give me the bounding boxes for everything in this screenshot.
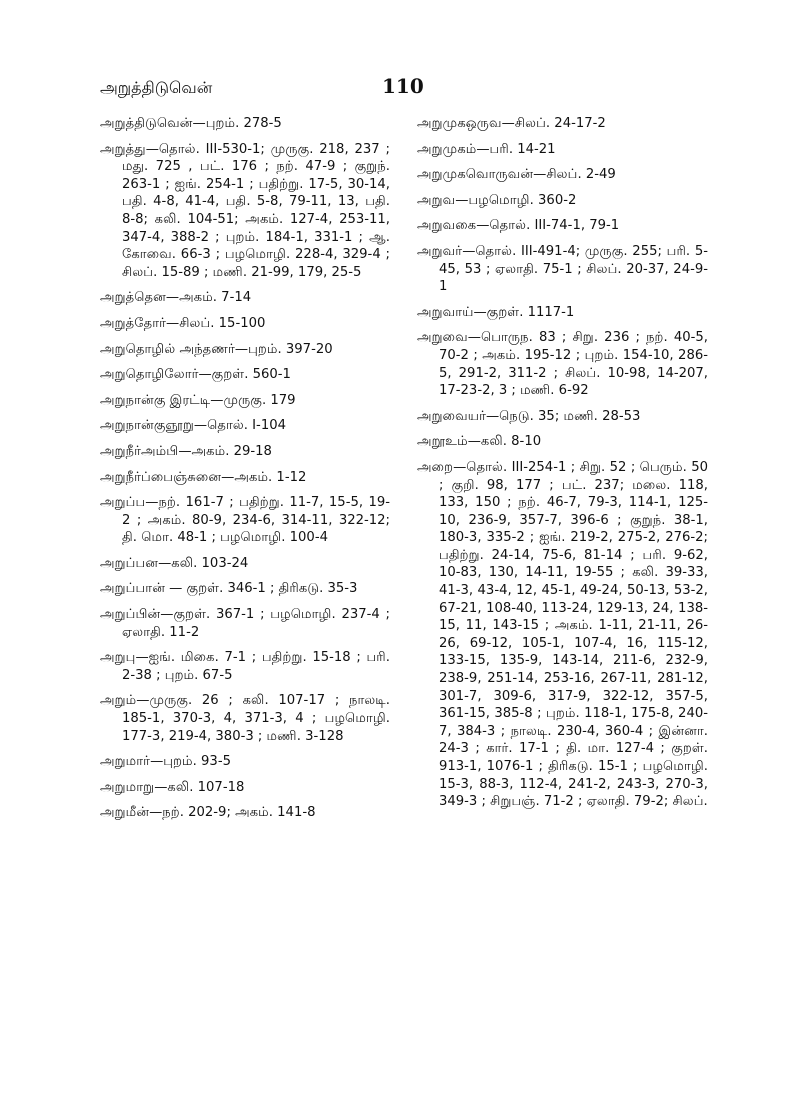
index-entry: அறை—தொல். III-254-1 ; சிறு. 52 ; பெரும். 50 ; குறி. 98, 177 ; பட். 237; மலை. 118, 133, 150 ; நற். 46-7, 79-3, 114-1, 125-10, 236-9, 357-7, 396-6 ; குறுந். 38-1, 180-3, 335-2 ; ஐங். 219-2, 275-2, 276-2; பதிற்று. 24-14, 75-6, 81-14 ; பரி. 9-62, 10-83, 130, 14-11, 19-55 ; கலி. 39-33, 41-3, 43-4, 12, 45-1, 49-24, 50-13, 53-2, 67-21, 108-40, 113-24, 129-13, 24, 138-15, 11, 143-15 ; அகம். 1-11, 21-11, 26-26, 69-12, 105-1, 107-4, 16, 115-12, 133-15, 135-9, 143-14, 211-6, 232-9, 238-9, 251-14, 253-16, 267-11, 281-12, 301-7, 309-6, 317-9, 322-12, 357-5, 361-15, 385-8 ; புறம். 118-1, 175-8, 240-7, 384-3 ; நாலடி. 230-4, 360-4 ; இன்னா. 24-3 ; கார். 17-1 ; தி. மா. 127-4 ; குறள். 913-1, 1076-1 ; திரிகடு. 15-1 ; பழமொழி. 15-3, 88-3, 112-4, 241-2, 243-3, 270-3, 349-3 ; சிறுபஞ். 71-2 ; ஏலாதி. 79-2; சிலப். (417, 459, 708, 810)
index-entry: அறுநீர்ப்பைஞ்சுனை—அகம். 1-12 (100, 469, 307, 485)
index-entry: அறுமார்—புறம். 93-5 (100, 754, 231, 770)
index-entry: அறுநான்குஞூறு—தொல். I-104 (100, 418, 286, 434)
left-column (100, 115, 390, 830)
index-entry: அறுவர்—தொல். III-491-4; முருகு. 255; பரி. 5-45, 53 ; ஏலாதி. 75-1 ; சிலப். 20-37, 24-9-1 (417, 243, 708, 295)
index-entry: அறுப்பான் — குறள். 346-1 ; திரிகடு. 35-3 (100, 581, 358, 597)
index-entry: அறுநான்கு இரட்டி—முருகு. 179 (100, 392, 296, 408)
index-entry: அறுவகை—தொல். III-74-1, 79-1 (417, 218, 620, 234)
index-entry: அறுவை—பொருந. 83 ; சிறு. 236 ; நற். 40-5, 70-2 ; அகம். 195-12 ; புறம். 154-10, 286-5, 291-2, 311-2 ; சிலப். 10-98, 14-207, 17-23-2, 3 ; மணி. 6-92 (417, 330, 708, 399)
index-entry: அறுத்தோர்—சிலப். 15-100 (100, 315, 266, 331)
index-entry: அறுபு—ஐங். மிகை. 7-1 ; பதிற்று. 15-18 ; பரி. 2-38 ; புறம். 67-5 (100, 650, 390, 683)
page-number: 110 (382, 74, 424, 98)
index-entry: அறுத்திடுவென்—புறம். 278-5 (100, 116, 282, 131)
index-entry: அறுவையர்—நெடு. 35; மணி. 28-53 (417, 408, 641, 424)
running-head: அறுத்திடுவென் (100, 78, 213, 97)
index-entry: அறுமுகவொருவன்—சிலப். 2-49 (417, 167, 616, 183)
index-entry: அறூஉம்—கலி. 8-10 (417, 434, 542, 450)
index-entry: அறுப்பன—கலி. 103-24 (100, 555, 249, 571)
index-entry: அறுமீன்—நற். 202-9; அகம். 141-8 (100, 805, 316, 821)
index-entry: அறுதொழில் அந்தணர்—புறம். 397-20 (100, 341, 333, 357)
index-entry: அறுமாறு—கலி. 107-18 (100, 779, 245, 795)
index-entry: அறுவ—பழமொழி. 360-2 (417, 192, 577, 208)
right-column (417, 115, 708, 819)
index-entry: அறுத்தென—அகம். 7-14 (100, 290, 252, 306)
index-entry: அறுமுகஒருவ—சிலப். 24-17-2 (417, 116, 606, 131)
index-entry: அறுமுகம்—பரி. 14-21 (417, 141, 556, 157)
index-entry: அறுவாய்—குறள். 1117-1 (417, 304, 575, 320)
index-entry: அறும்—முருகு. 26 ; கலி. 107-17 ; நாலடி. 185-1, 370-3, 4, 371-3, 4 ; பழமொழி. 177-3, 219-4, 380-3 ; மணி. 3-128 (100, 693, 390, 744)
index-entry: அறுதொழிலோர்—குறள். 560-1 (100, 367, 291, 383)
index-entry: அறுப்பின்—குறள். 367-1 ; பழமொழி. 237-4 ; ஏலாதி. 11-2 (100, 607, 390, 640)
index-entry: அறுத்து—தொல். III-530-1; முருகு. 218, 237 ; மது. 725 , பட். 176 ; நற். 47-9 ; குறுந். 263-1 ; ஐங். 254-1 ; பதிற்று. 17-5, 30-14, பதி. 4-8, 41-4, பதி. 5-8, 79-11, 13, பதி. 8-8; கலி. 104-51; அகம். 127-4, 253-11, 347-4, 388-2 ; புறம். 184-1, 331-1 ; ஆ. கோவை. 66-3 ; பழமொழி. 228-4, 329-4 ; சிலப். 15-89 ; மணி. 21-99, 179, 25-5 (100, 141, 390, 280)
index-entry: அறுநீர்அம்பி—அகம். 29-18 (100, 443, 272, 459)
index-entry: அறுப்ப—நற். 161-7 ; பதிற்று. 11-7, 15-5, 19-2 ; அகம். 80-9, 234-6, 314-11, 322-12; தி. மொ. 48-1 ; பழமொழி. 100-4 (100, 495, 390, 546)
page-header (0, 74, 800, 108)
